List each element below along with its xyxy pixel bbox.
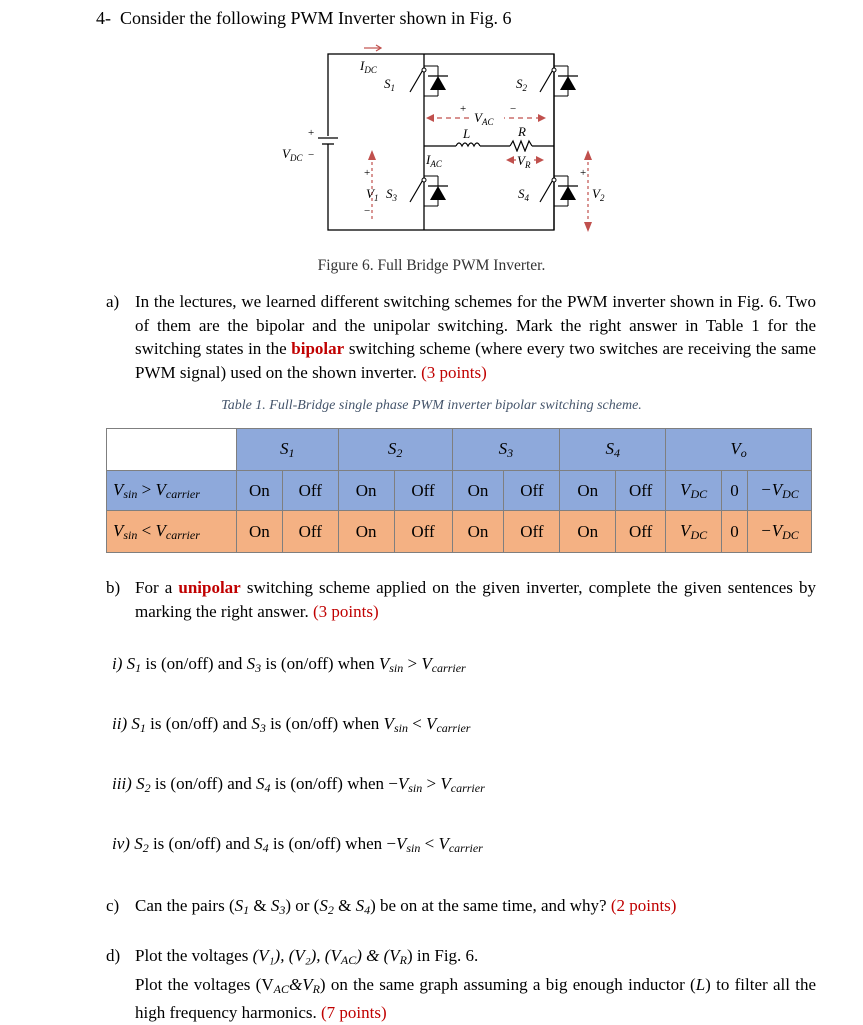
s4-label: $S_4$	[518, 186, 529, 203]
row-condition: $V_{sin} > V_{carrier}$	[107, 471, 237, 511]
svg-text:+: +	[364, 167, 371, 179]
part-a: a) In the lectures, we learned different switching schemes for the PWM inverter shown in Fig. 6. Two of them are the bipolar and the unipolar switching. Mark the right answer in Table 1 for the switching states in the bipolar switching scheme (where every two switches are receiving the same PWM signal) used on the shown inverter. (3 points)	[106, 292, 817, 382]
svg-text:+: +	[460, 103, 467, 115]
cell-option[interactable]: Off	[616, 511, 666, 553]
cell-option[interactable]: Off	[394, 511, 452, 553]
table-row	[107, 511, 812, 553]
figure-caption: Figure 6. Full Bridge PWM Inverter.	[317, 257, 546, 274]
cell-option[interactable]: On	[560, 511, 616, 553]
question-title: 4- Consider the following PWM Inverter shown in Fig. 6	[96, 8, 512, 28]
switch-s4	[540, 176, 578, 206]
table-row	[107, 471, 812, 511]
v1-label: $V_1$	[366, 186, 379, 203]
table-header-row	[107, 429, 812, 471]
vdc-minus: −	[308, 149, 315, 161]
cell-vo-option[interactable]: 0	[722, 511, 748, 553]
svg-text:−: −	[364, 205, 371, 217]
cell-option[interactable]: Off	[282, 511, 338, 553]
switch-s1	[410, 66, 448, 96]
switch-s2	[540, 66, 578, 96]
cell-vo-option[interactable]: $-V_{DC}$	[747, 511, 811, 553]
cell-option[interactable]: On	[236, 471, 282, 511]
header-s1: $S_1$	[236, 429, 338, 471]
part-c: c) Can the pairs ($S_1$ & $S_3$) or ($S_2$ & $S_4$) be on at the same time, and why? (2 points)	[106, 896, 677, 917]
vr-label: $V_R$	[517, 153, 531, 170]
part-b-item: iii) $S_2$ is (on/off) and $S_4$ is (on/off) when $-V_{sin} > V_{carrier}$	[112, 774, 485, 795]
vdc-plus: +	[308, 127, 315, 139]
part-b-item: i) $S_1$ is (on/off) and $S_3$ is (on/off) when $V_{sin} > V_{carrier}$	[112, 654, 466, 675]
cell-option[interactable]: On	[338, 511, 394, 553]
switching-table	[106, 428, 812, 553]
cell-option[interactable]: Off	[504, 511, 560, 553]
svg-text:+: +	[580, 167, 587, 179]
header-s2: $S_2$	[338, 429, 452, 471]
cell-option[interactable]: On	[236, 511, 282, 553]
cell-option[interactable]: Off	[616, 471, 666, 511]
cell-vo-option[interactable]: $-V_{DC}$	[747, 471, 811, 511]
cell-vo-option[interactable]: $V_{DC}$	[666, 471, 722, 511]
header-s3: $S_3$	[452, 429, 560, 471]
cell-option[interactable]: On	[560, 471, 616, 511]
full-bridge-circuit-diagram	[260, 40, 620, 240]
header-vo: $V_o$	[666, 429, 812, 471]
l-label: L	[463, 126, 471, 141]
part-b: b) For a unipolar switching scheme applied on the given inverter, complete the given sentences by marking the right answer. (3 points)	[106, 578, 817, 621]
idc-label: $I_{DC}$	[360, 58, 377, 75]
s2-label: $S_2$	[516, 76, 527, 93]
table-caption: Table 1. Full-Bridge single phase PWM inverter bipolar switching scheme.	[221, 398, 642, 413]
cell-option[interactable]: Off	[504, 471, 560, 511]
cell-option[interactable]: On	[338, 471, 394, 511]
vdc-label: $V_{DC}$	[282, 146, 303, 163]
part-b-item: iv) $S_2$ is (on/off) and $S_4$ is (on/off) when $-V_{sin} < V_{carrier}$	[112, 834, 483, 855]
iac-label: $I_{AC}$	[426, 152, 442, 169]
part-b-item: ii) $S_1$ is (on/off) and $S_3$ is (on/off) when $V_{sin} < V_{carrier}$	[112, 714, 471, 735]
cell-option[interactable]: Off	[282, 471, 338, 511]
s3-label: $S_3$	[386, 186, 397, 203]
header-s4: $S_4$	[560, 429, 666, 471]
switch-s3	[410, 176, 448, 206]
inductor-l	[456, 143, 480, 146]
cell-option[interactable]: Off	[394, 471, 452, 511]
v2-label: $V_2$	[592, 186, 605, 203]
cell-option[interactable]: On	[452, 471, 504, 511]
r-label: R	[518, 124, 526, 139]
s1-label: $S_1$	[384, 76, 395, 93]
svg-text:−: −	[510, 103, 517, 115]
cell-option[interactable]: On	[452, 511, 504, 553]
vac-label: $V_{AC}$	[474, 110, 494, 127]
resistor-r	[510, 141, 532, 151]
cell-vo-option[interactable]: $V_{DC}$	[666, 511, 722, 553]
row-condition: $V_{sin} < V_{carrier}$	[107, 511, 237, 553]
cell-vo-option[interactable]: 0	[722, 471, 748, 511]
part-d: d) Plot the voltages (V₁), (V₂), $(V_{AC})$ & $(V_R)$ in Fig. 6. Plot the voltages $(V_{AC}\&V_R)$ on the same graph assuming a big enough inductor (L) to filter all the high frequency harmonics. (7 points)	[106, 946, 816, 1022]
